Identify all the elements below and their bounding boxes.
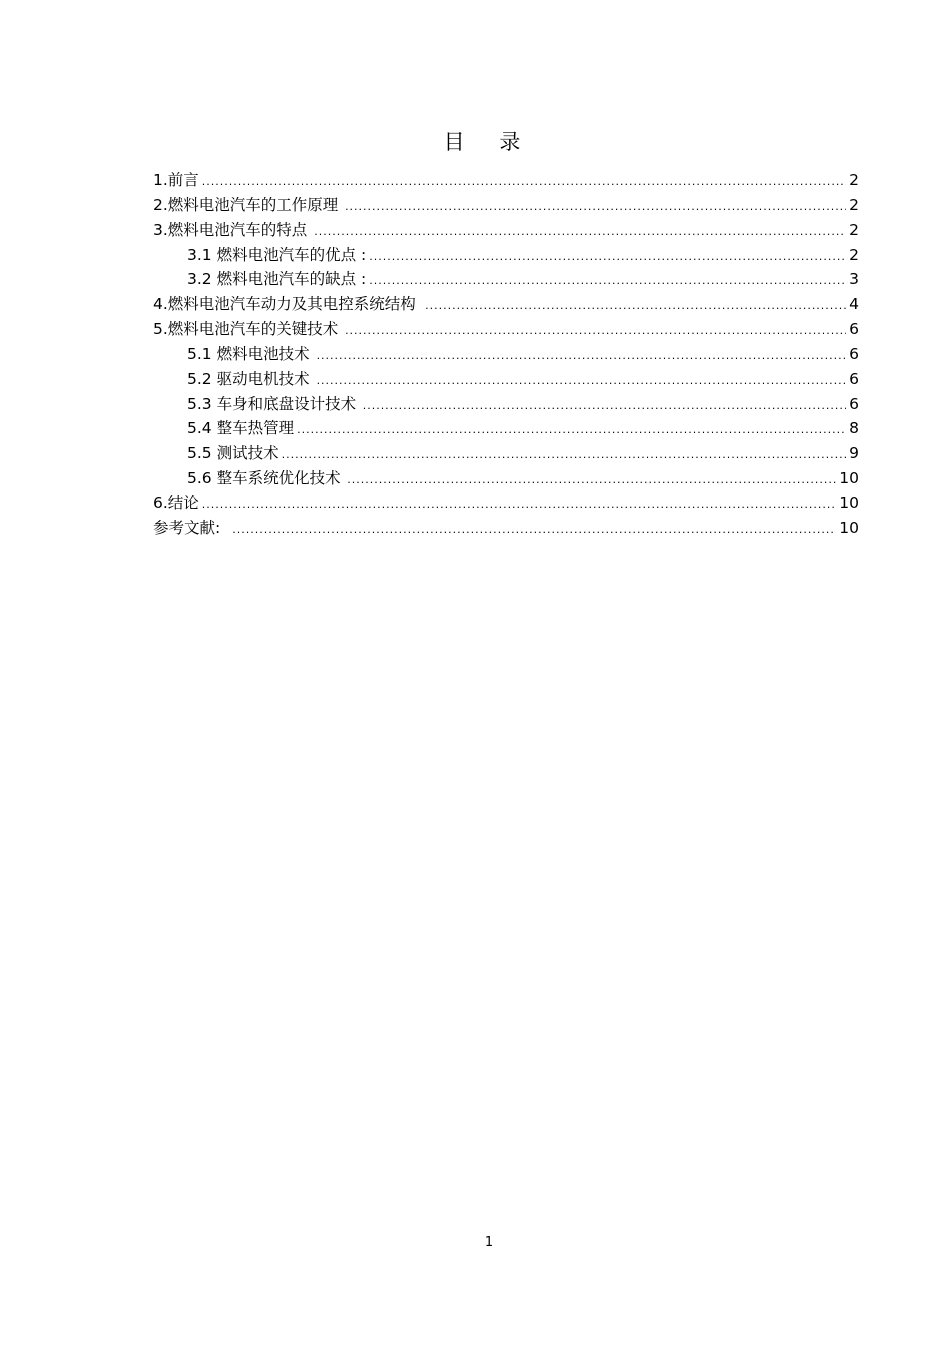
toc-entry[interactable] [153, 292, 859, 317]
toc-leader-dots [317, 344, 846, 369]
toc-entry-page: 2 [849, 171, 859, 189]
toc-entry-page: 4 [849, 295, 859, 314]
toc-leader-dots [314, 220, 846, 245]
toc-entry-label: 1.前言 [153, 171, 199, 189]
toc-entry[interactable] [153, 516, 859, 541]
toc-entry-label: 5.4 整车热管理 [187, 419, 295, 438]
toc-leader-dots [317, 369, 846, 394]
toc-entry-label: 2.燃料电池汽车的工作原理 [153, 195, 339, 214]
toc-entry-page: 2 [849, 195, 859, 214]
toc-entry-label: 5.3 车身和底盘设计技术 [187, 394, 357, 413]
toc-entry-label: 参考文献: [153, 518, 221, 537]
toc-leader-dots [345, 195, 846, 220]
toc-entry[interactable] [153, 466, 859, 491]
toc-entry[interactable] [153, 243, 859, 268]
toc-entry-label: 5.1 燃料电池技术 [187, 344, 310, 363]
toc-entry[interactable] [153, 342, 859, 367]
toc-entry-page: 6 [849, 394, 859, 413]
toc-entry-label: 3.2 燃料电池汽车的缺点 : [187, 270, 367, 289]
toc-entry-label: 5.5 测试技术 [187, 444, 279, 463]
toc-entry-page: 3 [849, 270, 859, 289]
toc-leader-dots [425, 294, 846, 319]
toc-entry[interactable] [153, 317, 859, 342]
toc-leader-dots [345, 319, 846, 344]
toc-entry-page: 2 [849, 245, 859, 264]
toc-entry[interactable] [153, 441, 859, 466]
toc-entry[interactable] [153, 168, 859, 193]
toc-entry-label: 4.燃料电池汽车动力及其电控系统结构 [153, 295, 416, 314]
toc-entry-page: 10 [839, 469, 859, 488]
toc-entry-page: 2 [849, 220, 859, 239]
toc-entry-label: 3.1 燃料电池汽车的优点 : [187, 245, 367, 264]
toc-leader-dots [202, 170, 846, 195]
toc-entry[interactable] [153, 392, 859, 417]
toc-leader-dots [347, 468, 836, 493]
toc-entry-label: 5.2 驱动电机技术 [187, 369, 310, 388]
toc-entry-page: 6 [849, 369, 859, 388]
toc-leader-dots [282, 443, 846, 468]
toc-entry-page: 10 [839, 493, 859, 512]
toc-entry[interactable] [153, 267, 859, 292]
toc-leader-dots [232, 518, 836, 543]
toc-entry-page: 10 [839, 518, 859, 537]
toc-entry-label: 5.燃料电池汽车的关键技术 [153, 320, 339, 339]
toc-entry-label: 6.结论 [153, 493, 199, 512]
toc-entry-label: 3.燃料电池汽车的特点 [153, 220, 308, 239]
toc-title: 目 录 [443, 130, 535, 154]
toc-leader-dots [363, 394, 846, 419]
table-of-contents [153, 168, 859, 541]
toc-entry[interactable] [153, 416, 859, 441]
toc-entry-page: 6 [849, 320, 859, 339]
toc-leader-dots [369, 269, 846, 294]
toc-entry-label: 5.6 整车系统优化技术 [187, 469, 341, 488]
toc-entry-page: 8 [849, 419, 859, 438]
toc-entry[interactable] [153, 367, 859, 392]
toc-entry[interactable] [153, 193, 859, 218]
toc-leader-dots [369, 245, 846, 270]
toc-entry[interactable] [153, 218, 859, 243]
toc-entry[interactable] [153, 491, 859, 516]
toc-entry-page: 6 [849, 344, 859, 363]
toc-leader-dots [202, 493, 836, 518]
toc-leader-dots [297, 418, 846, 443]
toc-entry-page: 9 [849, 444, 859, 463]
page-number: 1 [484, 1235, 494, 1250]
